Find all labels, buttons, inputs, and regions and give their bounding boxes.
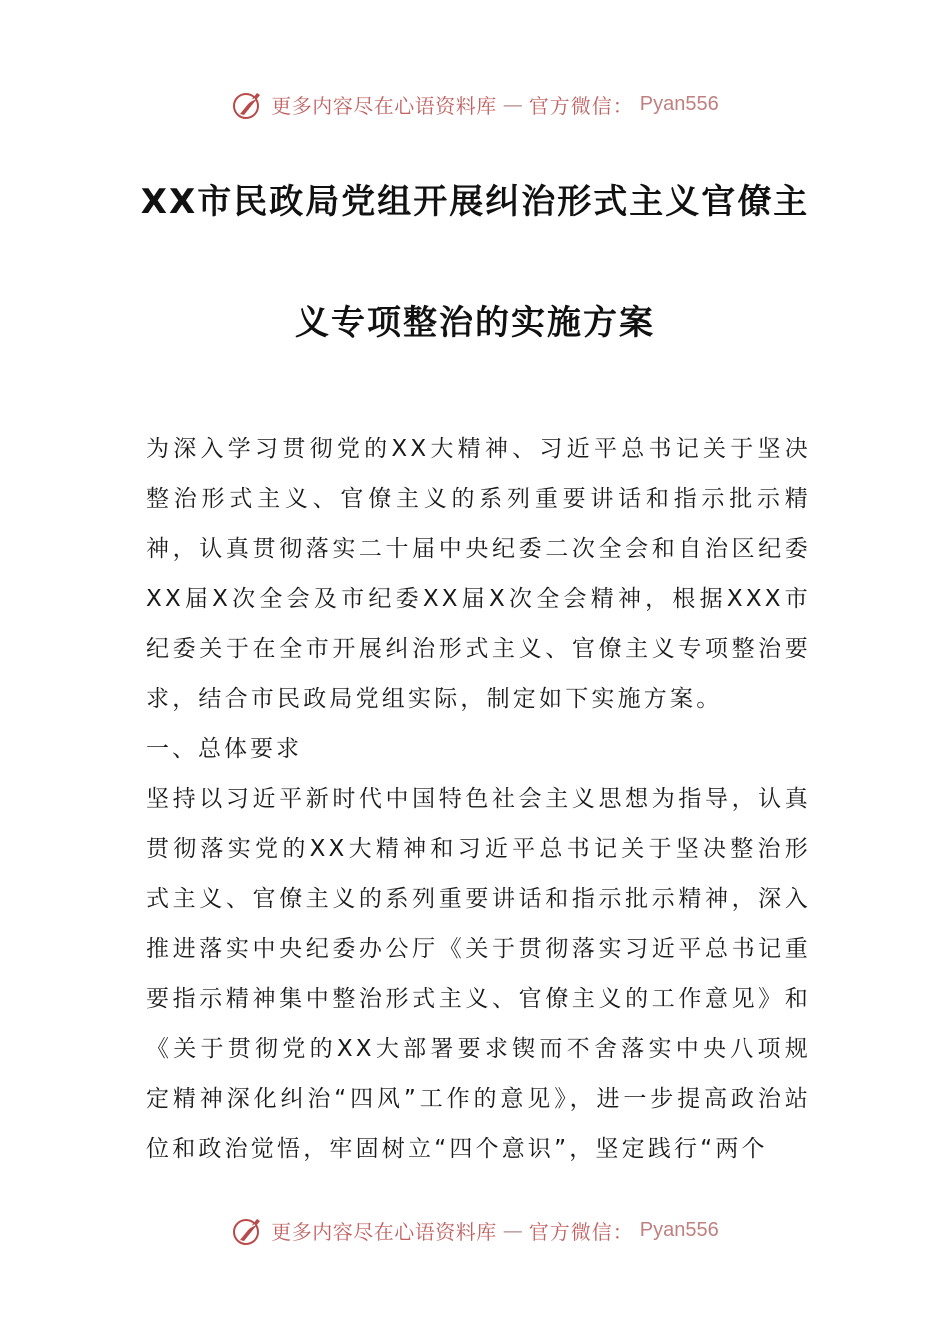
document-body: [146, 424, 811, 1174]
section-1-paragraph: 坚持以习近平新时代中国特色社会主义思想为指导，认真贯彻落实党的XX大精神和习近平总书记关于坚决整治形式主义、官僚主义的系列重要讲话和指示批示精神，深入推进落实中央纪委办公厅《关于贯彻落实习近平总书记重要指示精神集中整治形式主义、官僚主义的工作意见》和《关于贯彻党的XX大部署要求锲而不舍落实中央八项规定精神深化纠治“四风”工作的意见》，进一步提高政治站位和政治觉悟，牢固树立“四个意识”，坚定践行“两个: [146, 786, 811, 1162]
watermark-banner-bottom: [0, 1210, 950, 1250]
watermark-sub-text: 官方微信：: [528, 93, 634, 118]
section-heading-1: 一、总体要求: [146, 736, 302, 762]
watermark-banner-top: [0, 84, 950, 124]
watermark-sub-text: 官方微信：: [528, 1219, 634, 1244]
document-title-line-1: XX市民政局党组开展纠治形式主义官僚主: [140, 182, 810, 222]
watermark-wechat-id: Pyan556: [639, 1218, 719, 1241]
intro-paragraph: 为深入学习贯彻党的XX大精神、习近平总书记关于坚决整治形式主义、官僚主义的系列重要讲话和指示批示精神，认真贯彻落实二十届中央纪委二次全会和自治区纪委XX届X次全会及市纪委XX届X次全会精神，根据XXX市纪委关于在全市开展纠治形式主义、官僚主义专项整治要求，结合市民政局党组实际，制定如下实施方案。: [146, 436, 811, 712]
watermark-wechat-id: Pyan556: [639, 92, 719, 115]
watermark-dash: —: [502, 1218, 523, 1242]
document-title-line-2: 义专项整治的实施方案: [295, 303, 655, 343]
watermark-dash: —: [502, 92, 523, 116]
quill-circle-icon: [231, 87, 265, 121]
quill-circle-icon: [231, 1213, 265, 1247]
watermark-main-text: 更多内容尽在心语资料库: [271, 93, 497, 118]
watermark-main-text: 更多内容尽在心语资料库: [271, 1219, 497, 1244]
